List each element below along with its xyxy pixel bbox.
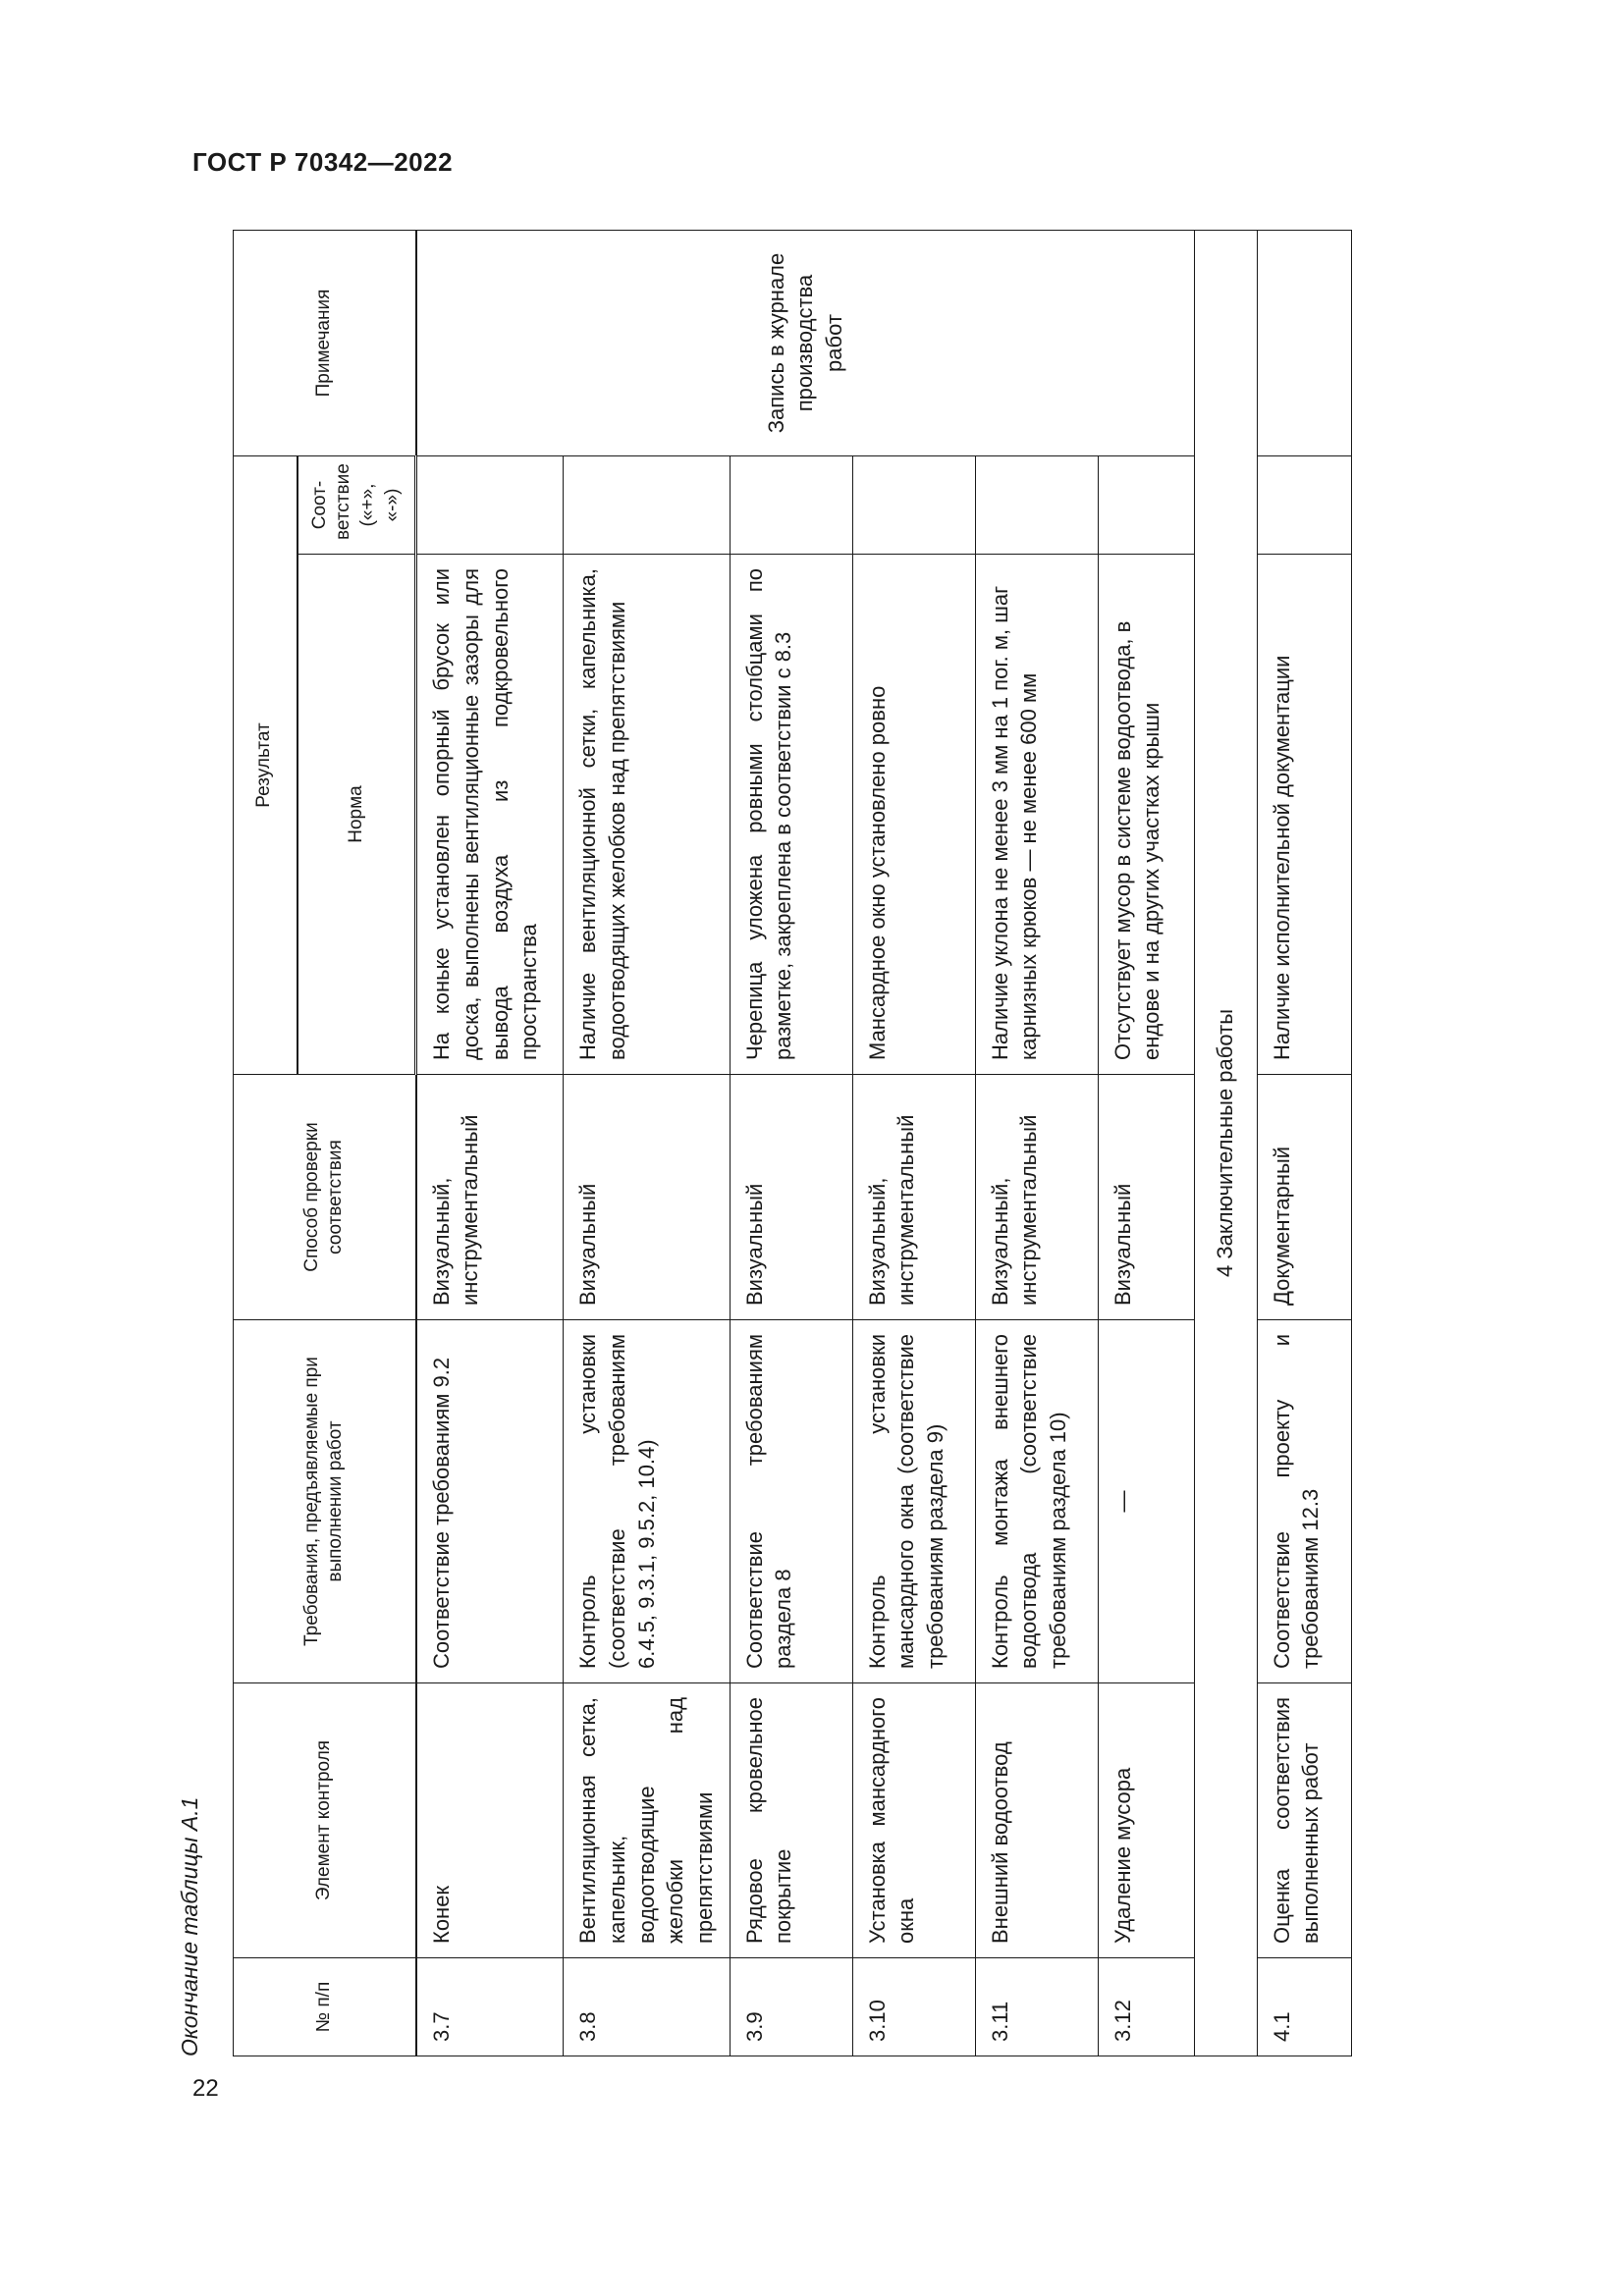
- cell-method: Визуальный, инструментальный: [975, 1075, 1098, 1320]
- cell-num: 3.10: [852, 1958, 975, 2056]
- cell-element: Оценка соответствия выполненных работ: [1257, 1683, 1351, 1958]
- cell-requirements: Контроль установки мансардного окна (соответствие требованиям раздела 9): [852, 1320, 975, 1683]
- cell-compliance: [852, 455, 975, 554]
- cell-num: 3.7: [416, 1958, 564, 2056]
- cell-norm: На коньке установлен опорный брусок или доска, выполнены вентиляционные зазоры для вывода воздуха из подкровельного пространства: [416, 555, 564, 1075]
- table-row: [564, 230, 730, 2056]
- header-method: Способ проверки соответствия: [234, 1075, 416, 1320]
- page-number: 22: [192, 2075, 219, 2102]
- cell-num: 4.1: [1257, 1958, 1351, 2056]
- cell-requirements: Контроль установки (соответствие требованиям 6.4.5, 9.3.1, 9.5.2, 10.4): [564, 1320, 730, 1683]
- cell-num: 3.8: [564, 1958, 730, 2056]
- table-row: [1257, 230, 1351, 2056]
- section-title: 4 Заключительные работы: [1194, 230, 1257, 2056]
- cell-num: 3.12: [1098, 1958, 1194, 2056]
- cell-element: Рядовое кровельное покрытие: [730, 1683, 852, 1958]
- cell-method: Визуальный: [1098, 1075, 1194, 1320]
- cell-element: Установка мансардного окна: [852, 1683, 975, 1958]
- table-caption: Окончание таблицы А.1: [177, 1796, 202, 2056]
- cell-element: Удаление мусора: [1098, 1683, 1194, 1958]
- section-row: [1194, 230, 1257, 2056]
- cell-norm: Наличие вентиляционной сетки, капельника, водоотводящих желобков над препятствиями: [564, 555, 730, 1075]
- cell-element: Внешний водоотвод: [975, 1683, 1098, 1958]
- cell-requirements: Соответствие требованиям 9.2: [416, 1320, 564, 1683]
- cell-compliance: [1098, 455, 1194, 554]
- document-header: ГОСТ Р 70342—2022: [192, 147, 454, 177]
- header-notes: Примечания: [234, 230, 416, 455]
- header-result: Результат: [234, 455, 298, 1074]
- cell-num: 3.11: [975, 1958, 1098, 2056]
- cell-norm: Наличие уклона не менее 3 мм на 1 пог. м, шаг карнизных крюков — не менее 600 мм: [975, 555, 1098, 1075]
- table-row: [416, 230, 564, 2056]
- table-row: [975, 230, 1098, 2056]
- header-element: Элемент контроля: [234, 1683, 416, 1958]
- cell-norm: Черепица уложена ровными столбцами по разметке, закреплена в соответствии с 8.3: [730, 555, 852, 1075]
- cell-requirements: Соответствие требованиям раздела 8: [730, 1320, 852, 1683]
- cell-element: Конек: [416, 1683, 564, 1958]
- header-requirements: Требования, предъявляемые при выполнении работ: [234, 1320, 416, 1683]
- cell-requirements: Соответствие проекту и требованиям 12.3: [1257, 1320, 1351, 1683]
- cell-method: Визуальный, инструментальный: [852, 1075, 975, 1320]
- table-row: [852, 230, 975, 2056]
- header-norm: Норма: [298, 555, 416, 1075]
- cell-compliance: [416, 455, 564, 554]
- table-row: [730, 230, 852, 2056]
- cell-element: Вентиляционная сетка, капельник, водоотводящие желобки над препятствиями: [564, 1683, 730, 1958]
- control-table: [233, 230, 1352, 2056]
- cell-compliance: [975, 455, 1098, 554]
- cell-requirements: —: [1098, 1320, 1194, 1683]
- cell-requirements: Контроль монтажа внешнего водоотвода (соответствие требованиям раздела 10): [975, 1320, 1098, 1683]
- cell-method: Визуальный: [564, 1075, 730, 1320]
- cell-method: Документарный: [1257, 1075, 1351, 1320]
- header-compliance: Соот-ветствие («+», «-»): [298, 455, 416, 554]
- cell-norm: Мансардное окно установлено ровно: [852, 555, 975, 1075]
- cell-num: 3.9: [730, 1958, 852, 2056]
- cell-method: Визуальный, инструментальный: [416, 1075, 564, 1320]
- cell-compliance: [1257, 455, 1351, 554]
- cell-compliance: [730, 455, 852, 554]
- cell-method: Визуальный: [730, 1075, 852, 1320]
- cell-compliance: [564, 455, 730, 554]
- header-num: № п/п: [234, 1958, 416, 2056]
- table-row: [1098, 230, 1194, 2056]
- cell-norm: Наличие исполнительной документации: [1257, 555, 1351, 1075]
- cell-notes: Запись в журнале производства работ: [416, 230, 1194, 455]
- rotated-table-block: [233, 231, 1324, 2056]
- cell-notes: [1257, 230, 1351, 455]
- cell-norm: Отсутствует мусор в системе водоотвода, в ендове и на других участках крыши: [1098, 555, 1194, 1075]
